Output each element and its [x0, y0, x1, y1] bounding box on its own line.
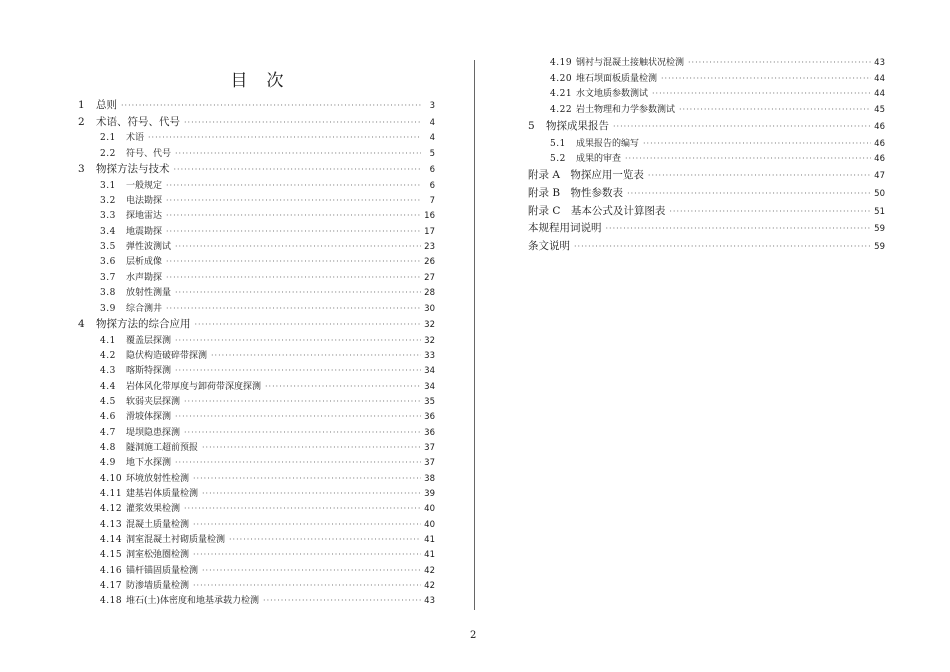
toc-entry	[528, 220, 885, 238]
toc-entry-page: 45	[874, 105, 885, 116]
toc-entry-number: 4.3	[100, 366, 116, 377]
toc-leader-dots	[166, 270, 421, 285]
toc-entry-page: 4	[429, 133, 435, 144]
toc-entry	[78, 363, 435, 378]
toc-entry-label: 成果的审查	[576, 154, 622, 165]
toc-entry	[78, 379, 435, 394]
toc-entry-label: 堤坝隐患探测	[126, 427, 181, 438]
toc-entry-number: 5	[528, 119, 535, 132]
toc-leader-dots	[643, 136, 871, 152]
toc-entry-page: 47	[874, 170, 885, 181]
toc-entry	[78, 301, 435, 316]
toc-entry-label: 成果报告的编写	[576, 138, 640, 149]
toc-leader-dots	[648, 167, 871, 185]
toc-entry-label: 术语	[126, 133, 145, 144]
toc-entry-page: 30	[424, 303, 435, 314]
toc-left-column	[78, 97, 435, 609]
toc-right-column	[528, 55, 885, 256]
toc-entry-page: 36	[424, 412, 435, 423]
toc-entry-page: 28	[424, 288, 435, 299]
toc-leader-dots	[193, 471, 421, 486]
toc-entry-number: 4.6	[100, 412, 116, 423]
toc-entry-page: 41	[424, 550, 435, 561]
toc-entry	[78, 471, 435, 486]
toc-entry-number: 4.21	[550, 89, 573, 100]
toc-entry-number: 4.20	[550, 73, 573, 84]
toc-entry-number: 4.1	[100, 335, 116, 346]
toc-entry-number: 2	[78, 115, 85, 128]
toc-leader-dots	[166, 208, 421, 223]
toc-entry-label: 覆盖层探测	[126, 335, 172, 346]
toc-entry-label: 层析成像	[126, 257, 163, 268]
toc-entry-number: 4.19	[550, 58, 573, 68]
toc-leader-dots	[229, 532, 421, 547]
toc-entry	[78, 161, 435, 178]
toc-entry-number: 3.2	[100, 196, 116, 207]
toc-entry-number: 4.4	[100, 381, 116, 392]
toc-leader-dots	[652, 86, 871, 102]
toc-entry-number: 4.17	[100, 581, 123, 592]
toc-entry	[528, 167, 885, 185]
toc-entry	[78, 563, 435, 578]
toc-entry	[78, 178, 435, 193]
toc-entry	[78, 270, 435, 285]
toc-leader-dots	[175, 333, 421, 348]
toc-entry	[78, 224, 435, 239]
toc-entry-page: 26	[424, 257, 435, 268]
toc-entry-page: 27	[424, 272, 435, 283]
toc-entry-number: 3.5	[100, 242, 116, 253]
toc-entry	[528, 238, 885, 256]
toc-entry-label: 一般规定	[126, 180, 163, 191]
toc-entry	[78, 97, 435, 114]
toc-entry-label: 堆石坝面板质量检测	[576, 73, 658, 84]
toc-leader-dots	[193, 578, 421, 593]
toc-entry-label: 隐伏构造破碎带探测	[126, 350, 208, 361]
toc-leader-dots	[202, 440, 421, 455]
toc-entry-number: 1	[78, 99, 85, 111]
toc-entry-page: 42	[424, 581, 435, 592]
toc-entry	[78, 409, 435, 424]
toc-leader-dots	[211, 348, 421, 363]
toc-entry-number: 5.2	[550, 154, 566, 165]
toc-entry-label: 物探方法的综合应用	[96, 317, 191, 330]
toc-entry-label: 物探成果报告	[546, 119, 609, 132]
toc-entry	[78, 486, 435, 501]
toc-entry-page: 50	[874, 188, 885, 199]
toc-entry-page: 59	[874, 242, 885, 253]
toc-entry	[78, 208, 435, 223]
toc-leader-dots	[175, 239, 421, 254]
toc-entry-page: 46	[874, 154, 885, 165]
toc-entry-label: 软弱夹层探测	[126, 396, 181, 407]
toc-leader-dots	[263, 593, 421, 608]
toc-entry-label: 电法勘探	[126, 196, 163, 207]
toc-entry-page: 35	[424, 396, 435, 407]
toc-entry-label: 物探方法与技术	[96, 163, 170, 176]
toc-entry-page: 16	[424, 211, 435, 222]
page-title: 目 次	[230, 71, 285, 91]
toc-leader-dots	[175, 363, 421, 378]
toc-entry-label: 防渗墙质量检测	[126, 581, 190, 592]
toc-entry-page: 34	[424, 381, 435, 392]
toc-entry-page: 4	[429, 117, 435, 128]
toc-entry-number: 4.15	[100, 550, 123, 561]
toc-leader-dots	[202, 563, 421, 578]
toc-leader-dots	[202, 486, 421, 501]
toc-leader-dots	[184, 115, 421, 131]
toc-entry	[78, 193, 435, 208]
toc-entry-label: 混凝土质量检测	[126, 519, 190, 530]
toc-entry-label: 探地雷达	[126, 211, 163, 222]
toc-entry-label: 岩土物理和力学参数测试	[576, 105, 676, 116]
toc-leader-dots	[574, 238, 871, 256]
toc-entry	[78, 532, 435, 547]
page-number: 2	[470, 630, 477, 641]
toc-leader-dots	[184, 425, 421, 440]
toc-entry-number: 4.22	[550, 105, 573, 116]
toc-entry-label: 符号、代号	[126, 148, 172, 159]
toc-entry-number: 4.11	[100, 488, 123, 499]
toc-leader-dots	[627, 185, 871, 203]
toc-entry-number: 3.6	[100, 257, 116, 268]
toc-leader-dots	[166, 193, 421, 208]
toc-entry-label: 地下水探测	[126, 458, 172, 469]
toc-entry-page: 37	[424, 442, 435, 453]
toc-entry-label: 水文地质参数测试	[576, 89, 649, 100]
toc-entry	[78, 114, 435, 131]
toc-entry	[528, 151, 885, 167]
toc-leader-dots	[195, 317, 422, 333]
toc-entry-page: 40	[424, 519, 435, 530]
toc-entry-page: 46	[874, 121, 885, 132]
toc-entry-number: 4.10	[100, 473, 123, 484]
toc-leader-dots	[166, 301, 421, 316]
toc-leader-dots	[679, 102, 871, 118]
toc-entry-page: 34	[424, 366, 435, 377]
toc-entry-label: 附录 C 基本公式及计算图表	[528, 204, 666, 217]
toc-entry-label: 建基岩体质量检测	[126, 488, 199, 499]
toc-entry	[78, 316, 435, 333]
toc-entry	[528, 86, 885, 102]
toc-leader-dots	[193, 517, 421, 532]
toc-leader-dots	[121, 98, 421, 114]
toc-leader-dots	[174, 162, 422, 178]
toc-leader-dots	[625, 151, 871, 167]
toc-entry-label: 条文说明	[528, 240, 570, 253]
toc-entry	[78, 455, 435, 470]
toc-entry-label: 环境放射性检测	[126, 473, 190, 484]
toc-entry-number: 4.9	[100, 458, 116, 469]
toc-entry-number: 4	[78, 317, 85, 330]
toc-entry-label: 滑坡体探测	[126, 412, 172, 423]
toc-entry-page: 43	[874, 58, 885, 68]
toc-entry-page: 23	[424, 242, 435, 253]
toc-entry-page: 36	[424, 427, 435, 438]
toc-entry-page: 43	[424, 596, 435, 607]
toc-entry	[78, 547, 435, 562]
toc-entry-number: 3.9	[100, 303, 116, 314]
toc-entry-label: 洞室混凝土衬砌质量检测	[126, 535, 226, 545]
column-divider	[474, 60, 475, 610]
toc-entry-number: 4.14	[100, 535, 123, 545]
toc-entry-label: 隧洞施工超前预报	[126, 442, 199, 453]
toc-leader-dots	[606, 220, 872, 238]
toc-entry-number: 4.16	[100, 565, 123, 576]
toc-entry-number: 4.12	[100, 504, 123, 515]
toc-entry	[78, 239, 435, 254]
toc-entry-label: 洞室松弛圈检测	[126, 550, 190, 561]
toc-entry-label: 弹性波测试	[126, 242, 172, 253]
toc-entry-page: 32	[424, 335, 435, 346]
toc-entry-page: 39	[424, 488, 435, 499]
toc-entry-page: 38	[424, 473, 435, 484]
toc-entry	[78, 394, 435, 409]
toc-entry	[528, 185, 885, 203]
toc-entry	[78, 333, 435, 348]
toc-leader-dots	[166, 224, 421, 239]
toc-entry-number: 3.3	[100, 211, 116, 222]
toc-entry	[528, 136, 885, 152]
toc-entry-label: 综合测井	[126, 303, 163, 314]
toc-leader-dots	[669, 203, 871, 221]
toc-entry-number: 3.7	[100, 272, 116, 283]
toc-leader-dots	[148, 130, 421, 145]
toc-entry-number: 4.7	[100, 427, 116, 438]
toc-entry-page: 32	[424, 319, 435, 330]
toc-entry-page: 5	[429, 148, 435, 159]
toc-entry-number: 4.5	[100, 396, 116, 407]
toc-entry	[528, 71, 885, 87]
toc-entry-label: 水声勘探	[126, 272, 163, 283]
toc-entry-page: 37	[424, 458, 435, 469]
toc-leader-dots	[175, 409, 421, 424]
toc-entry-number: 2.1	[100, 133, 116, 144]
toc-leader-dots	[613, 118, 871, 136]
toc-leader-dots	[184, 394, 421, 409]
toc-entry	[78, 517, 435, 532]
toc-entry-number: 4.13	[100, 519, 123, 530]
toc-entry	[78, 440, 435, 455]
toc-entry-number: 5.1	[550, 138, 566, 149]
toc-entry	[78, 501, 435, 516]
toc-entry	[78, 130, 435, 145]
toc-entry-page: 59	[874, 224, 885, 235]
toc-entry-label: 堆石(土)体密度和地基承载力检测	[126, 596, 260, 607]
toc-entry	[78, 593, 435, 608]
toc-entry-page: 3	[429, 101, 435, 111]
toc-leader-dots	[166, 254, 421, 269]
toc-entry-label: 岩体风化带厚度与卸荷带深度探测	[126, 381, 262, 392]
toc-entry-label: 总则	[96, 99, 117, 111]
toc-entry-label: 放射性测量	[126, 288, 172, 299]
toc-entry-label: 灌浆效果检测	[126, 504, 181, 515]
toc-entry-number: 2.2	[100, 148, 116, 159]
toc-entry-label: 钢衬与混凝土接触状况检测	[576, 58, 685, 68]
toc-entry-label: 地震勘探	[126, 226, 163, 237]
toc-entry-label: 附录 A 物探应用一览表	[528, 168, 644, 181]
toc-entry-page: 44	[874, 89, 885, 100]
toc-entry-page: 44	[874, 73, 885, 84]
toc-entry-label: 术语、符号、代号	[96, 115, 180, 128]
toc-entry	[78, 425, 435, 440]
toc-entry	[528, 118, 885, 136]
toc-leader-dots	[175, 285, 421, 300]
toc-leader-dots	[175, 455, 421, 470]
toc-entry-page: 33	[424, 350, 435, 361]
toc-entry-number: 3.8	[100, 288, 116, 299]
toc-entry-number: 4.2	[100, 350, 116, 361]
toc-entry-page: 7	[429, 196, 435, 207]
toc-entry-label: 喀斯特探测	[126, 366, 172, 377]
toc-entry	[78, 146, 435, 161]
toc-entry	[78, 348, 435, 363]
toc-entry-page: 6	[429, 165, 435, 176]
toc-entry-page: 41	[424, 535, 435, 545]
toc-leader-dots	[193, 547, 421, 562]
toc-leader-dots	[265, 379, 421, 394]
toc-entry-number: 3.4	[100, 226, 116, 237]
toc-entry-number: 3	[78, 163, 85, 176]
toc-entry	[78, 578, 435, 593]
toc-entry	[528, 102, 885, 118]
toc-leader-dots	[184, 501, 421, 516]
toc-entry-page: 17	[424, 226, 435, 237]
toc-leader-dots	[661, 71, 871, 87]
toc-entry-page: 42	[424, 565, 435, 576]
toc-entry	[78, 285, 435, 300]
toc-entry-page: 6	[429, 180, 435, 191]
toc-entry-number: 3.1	[100, 180, 116, 191]
toc-entry-page: 51	[874, 206, 885, 217]
toc-entry-page: 40	[424, 504, 435, 515]
toc-leader-dots	[175, 146, 421, 161]
toc-entry-label: 附录 B 物性参数表	[528, 186, 624, 199]
toc-entry-number: 4.8	[100, 442, 116, 453]
toc-entry-page: 46	[874, 138, 885, 149]
toc-entry	[528, 203, 885, 221]
toc-leader-dots	[166, 178, 421, 193]
toc-entry	[528, 55, 885, 71]
toc-entry-label: 本规程用词说明	[528, 222, 602, 235]
toc-entry-label: 锚杆锚固质量检测	[126, 565, 199, 576]
toc-entry	[78, 254, 435, 269]
toc-entry-number: 4.18	[100, 596, 123, 607]
toc-leader-dots	[688, 55, 871, 71]
